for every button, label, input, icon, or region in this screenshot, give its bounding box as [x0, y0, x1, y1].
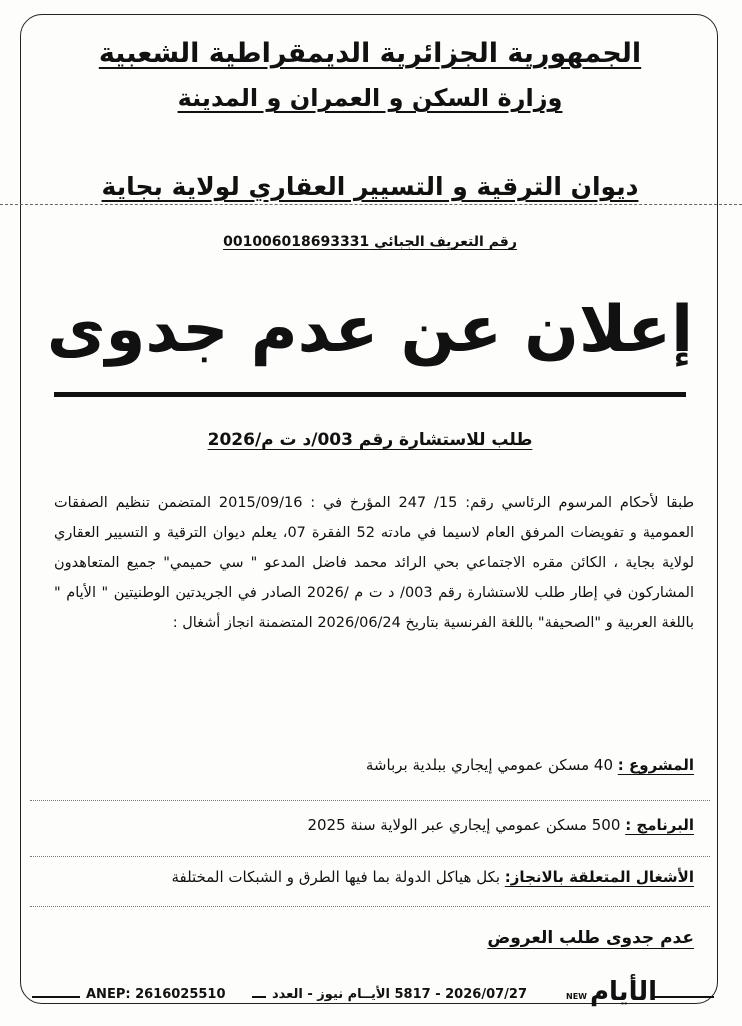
title-underline — [54, 392, 686, 397]
logo-new-label: NEW — [566, 992, 587, 1001]
divider — [30, 906, 710, 907]
program-label: البرنامج : — [625, 816, 694, 834]
closing-statement: عدم جدوى طلب العروض — [487, 928, 694, 948]
program-line — [54, 816, 694, 834]
header-republic: الجمهورية الجزائرية الديمقراطية الشعبية — [98, 38, 642, 69]
notice-body: طبقا لأحكام المرسوم الرئاسي رقم: 15/ 247 المؤرخ في : 2015/09/16 المتضمن تنظيم الصفقات العمومية و تفويضات المرفق العام لاسيما في مادته 52 الفقرة 07، يعلم ديوان الترقية و التسيير العقاري لولاية بجاية ، الكائن مقره الاجتماعي بحي الرائد محمد فاضل المدعو " سي حميمي" جميع المتعاهدون المشاركون في إطار طلب للاستشارة رقم 003/ د ت م /2026 الصادر في الجريدتين الوطنيتين " الأيام " باللغة العربية و "الصحيفة" باللغة الفرنسية بتاريخ 2026/06/24 المتضمنة انجاز أشغال : — [54, 495, 695, 631]
footer-rule — [652, 996, 714, 998]
footer-separator — [252, 996, 266, 998]
works-label: الأشغال المتعلقة بالانجاز: — [504, 868, 694, 886]
tax-id: رقم التعريف الجبائي 001006018693331 — [223, 234, 517, 250]
issue-info: 2026/07/27 - 5817 الأيــام نيوز - العدد — [272, 987, 527, 1002]
program-value: 500 مسكن عمومي إيجاري عبر الولاية سنة 2025 — [307, 816, 621, 834]
newspaper-logo — [566, 977, 657, 1007]
footer — [0, 977, 742, 1009]
project-value: 40 مسكن عمومي إيجاري ببلدية برباشة — [365, 756, 613, 774]
project-line — [54, 756, 694, 774]
scan-fold-line — [0, 204, 742, 205]
notice-title: إعلان عن عدم جدوى — [46, 293, 694, 367]
header-ministry: وزارة السكن و العمران و المدينة — [177, 84, 563, 112]
header-office: ديوان الترقية و التسيير العقاري لولاية بجاية — [101, 172, 639, 201]
works-value: بكل هياكل الدولة بما فيها الطرق و الشبكات المختلفة — [171, 868, 501, 886]
footer-rule — [32, 996, 80, 998]
project-label: المشروع : — [617, 756, 694, 774]
consultation-number: طلب للاستشارة رقم 003/د ت م/2026 — [207, 430, 533, 450]
logo-name: الأيام — [589, 977, 658, 1007]
works-line — [54, 868, 694, 886]
anep-number: ANEP: 2616025510 — [86, 987, 226, 1002]
divider — [30, 800, 710, 801]
divider — [30, 856, 710, 857]
